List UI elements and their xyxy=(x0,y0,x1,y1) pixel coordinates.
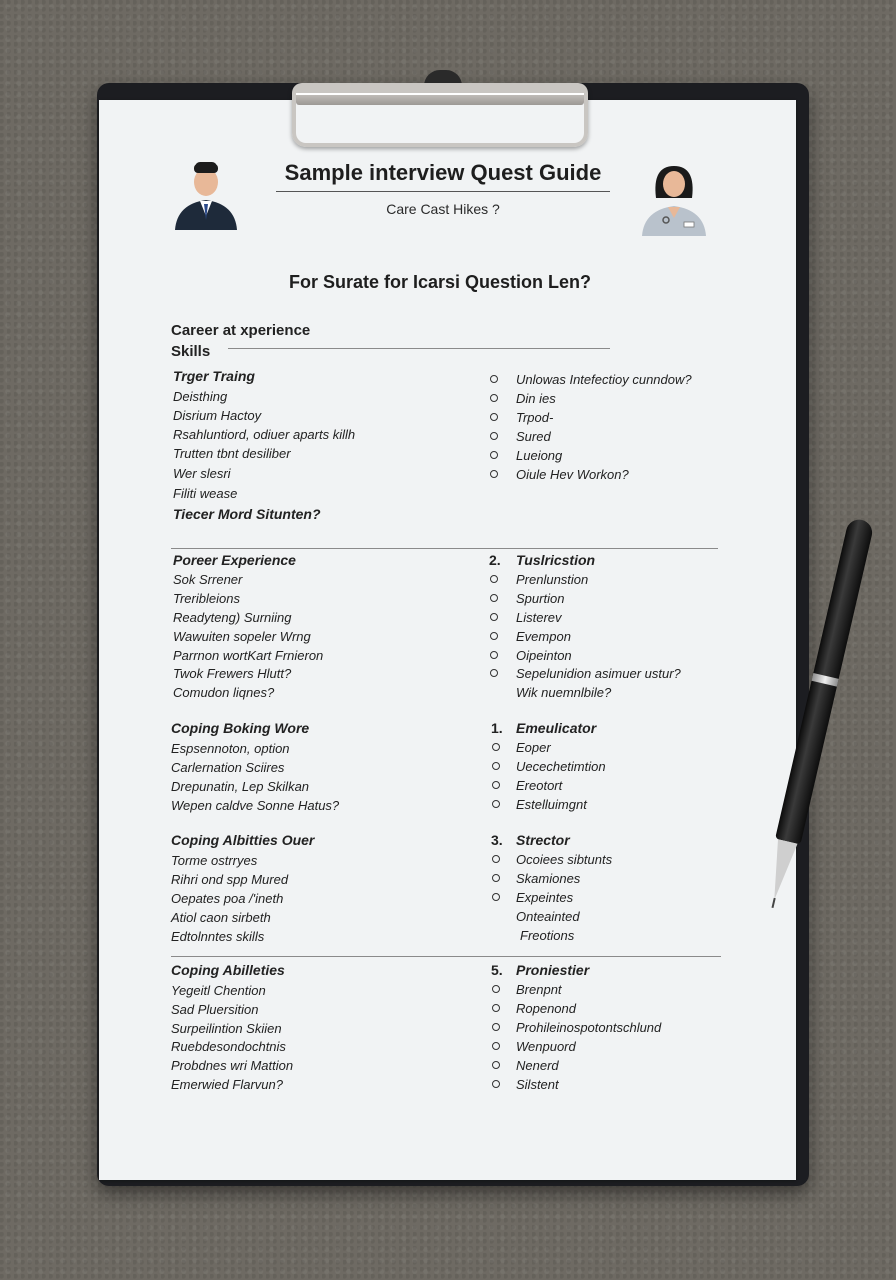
bullet-icon xyxy=(492,893,500,901)
list-item: Ruebdesondochtnis xyxy=(171,1039,286,1054)
bullet-icon xyxy=(492,1061,500,1069)
list-item: Eoper xyxy=(516,740,551,755)
list-item: Prohileinospotontschlund xyxy=(516,1020,662,1035)
male-avatar-icon xyxy=(173,160,239,232)
list-item: Evempon xyxy=(516,629,571,644)
bullet-icon xyxy=(490,594,498,602)
list-item: Edtolnntes skills xyxy=(171,929,265,944)
bullet-icon xyxy=(492,800,500,808)
left-title: Coping Abilleties xyxy=(171,962,285,978)
list-item: Readyteng) Surniing xyxy=(173,610,292,625)
metal-clip xyxy=(292,83,588,147)
bullet-icon xyxy=(492,1080,500,1088)
section-number: 2. xyxy=(489,552,501,568)
list-item: Unlowas Intefectioy cunndow? xyxy=(516,372,692,387)
list-item: Wepen caldve Sonne Hatus? xyxy=(171,798,340,813)
list-item: Uecechetimtion xyxy=(516,759,606,774)
list-item: Wawuiten sopeler Wrng xyxy=(173,629,311,644)
left-footer: Tiecer Mord Situnten? xyxy=(173,506,321,522)
divider xyxy=(228,348,610,349)
list-item: Listerev xyxy=(516,610,562,625)
list-item: Wer slesri xyxy=(173,466,231,481)
list-item: Lueiong xyxy=(516,448,563,463)
bullet-icon xyxy=(492,1042,500,1050)
list-item: Parrnon wortKart Frnieron xyxy=(173,648,324,663)
left-title: Poreer Experience xyxy=(173,552,296,568)
bullet-icon xyxy=(490,613,498,621)
bullet-icon xyxy=(492,743,500,751)
list-item: Sad Pluersition xyxy=(171,1002,259,1017)
list-item: Ereotort xyxy=(516,778,563,793)
list-item: Sok Srrener xyxy=(173,572,243,587)
list-item: Atiol caon sirbeth xyxy=(171,910,271,925)
list-item: Skamiones xyxy=(516,871,581,886)
list-item: Drepunatin, Lep Skilkan xyxy=(171,779,310,794)
title-divider xyxy=(276,191,610,192)
female-avatar-icon xyxy=(640,162,708,236)
right-title: Strector xyxy=(516,832,570,848)
bullet-icon xyxy=(490,375,498,383)
section-number: 5. xyxy=(491,962,503,978)
list-item: Rihri ond spp Mured xyxy=(171,872,289,887)
bullet-icon xyxy=(490,394,498,402)
left-title: Trger Traing xyxy=(173,368,255,384)
list-item: Probdnes wri Mattion xyxy=(171,1058,294,1073)
bullet-icon xyxy=(492,874,500,882)
list-item: Sepelunidion asimuer ustur? xyxy=(516,666,681,681)
pen-cone xyxy=(765,839,798,902)
list-item: Sured xyxy=(516,429,551,444)
list-item: Torme ostrryes xyxy=(171,853,258,868)
list-item: Treribleions xyxy=(173,591,240,606)
page-subtitle: Care Cast Hikes ? xyxy=(386,201,500,217)
bullet-icon xyxy=(490,432,498,440)
list-item: Wenpuord xyxy=(516,1039,576,1054)
left-title: Coping Boking Wore xyxy=(171,720,310,736)
list-item: Espsennoton, option xyxy=(171,741,290,756)
list-item: Din ies xyxy=(516,391,556,406)
list-item: Disrium Hactoy xyxy=(173,408,262,423)
list-item: Freotions xyxy=(520,928,575,943)
list-item: Filiti wease xyxy=(173,486,238,501)
list-item: Deisthing xyxy=(173,389,228,404)
list-item: Nenerd xyxy=(516,1058,559,1073)
bullet-icon xyxy=(490,669,498,677)
list-item: Estelluimgnt xyxy=(516,797,587,812)
section-heading: For Surate for Icarsi Question Len? xyxy=(288,272,592,292)
bullet-icon xyxy=(490,413,498,421)
right-title: Emeulicator xyxy=(516,720,597,736)
list-item: Expeintes xyxy=(516,890,574,905)
list-item: Ocoiees sibtunts xyxy=(516,852,613,867)
list-item: Twok Frewers Hlutt? xyxy=(173,666,292,681)
section-number: 1. xyxy=(491,720,503,736)
bullet-icon xyxy=(492,1023,500,1031)
bullet-icon xyxy=(492,985,500,993)
list-item: Oiule Hev Workon? xyxy=(516,467,629,482)
divider xyxy=(171,956,721,957)
list-item: Rsahluntiord, odiuer aparts killh xyxy=(173,427,356,442)
bullet-icon xyxy=(492,781,500,789)
section-number: 3. xyxy=(491,832,503,848)
list-item: Oipeinton xyxy=(516,648,572,663)
list-item: Trutten tbnt desiliber xyxy=(173,446,291,461)
list-item: Emerwied Flarvun? xyxy=(171,1077,283,1092)
bullet-icon xyxy=(492,855,500,863)
list-item: Silstent xyxy=(516,1077,559,1092)
bullet-icon xyxy=(492,1004,500,1012)
list-item: Wik nuemnlbile? xyxy=(516,685,612,700)
list-item: Prenlunstion xyxy=(516,572,589,587)
list-item: Trpod- xyxy=(516,410,554,425)
top-header-line: Skills xyxy=(171,343,211,360)
left-title: Coping Albitties Ouer xyxy=(171,832,315,848)
list-item: Carlernation Sciires xyxy=(171,760,285,775)
list-item: Onteainted xyxy=(516,909,580,924)
right-title: Tuslricstion xyxy=(516,552,596,568)
bullet-icon xyxy=(490,575,498,583)
bullet-icon xyxy=(490,470,498,478)
bullet-icon xyxy=(492,762,500,770)
list-item: Yegeitl Chention xyxy=(171,983,266,998)
bullet-icon xyxy=(490,651,498,659)
page-title: Sample interview Quest Guide xyxy=(284,160,602,185)
divider xyxy=(171,548,718,549)
bullet-icon xyxy=(490,451,498,459)
list-item: Brenpnt xyxy=(516,982,562,997)
list-item: Comudon liqnes? xyxy=(173,685,275,700)
top-header-line: Career at xperience xyxy=(171,322,311,339)
list-item: Spurtion xyxy=(516,591,565,606)
list-item: Surpeilintion Skiien xyxy=(171,1021,282,1036)
list-item: Oepates poa /'ineth xyxy=(171,891,284,906)
bullet-icon xyxy=(490,632,498,640)
right-title: Proniestier xyxy=(516,962,590,978)
list-item: Ropenond xyxy=(516,1001,576,1016)
